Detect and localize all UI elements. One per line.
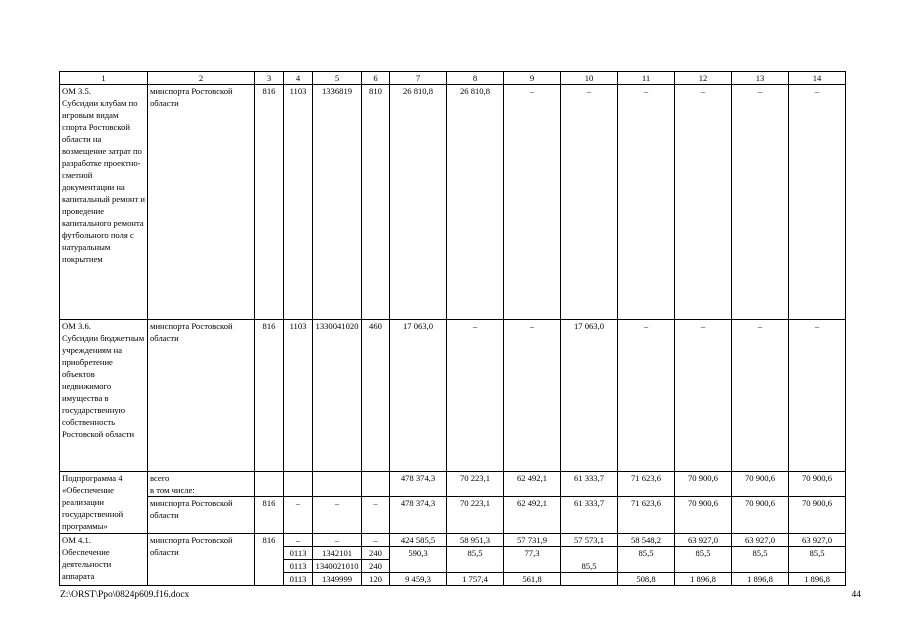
value-cell: 77,3 (504, 547, 561, 560)
table-row (60, 320, 846, 472)
vr-code: 460 (362, 320, 390, 472)
value-cell: 85,5 (789, 547, 846, 560)
rzpr-code: – (284, 497, 313, 534)
empty-cell (362, 472, 390, 497)
csr-code: 1330041020 (313, 320, 362, 472)
value-cell: – (675, 85, 732, 320)
col-header: 9 (504, 72, 561, 85)
rzpr-code: 0113 (284, 573, 313, 586)
value-cell: 70 900,6 (675, 472, 732, 497)
value-cell: 70 900,6 (789, 497, 846, 534)
value-cell (675, 560, 732, 573)
value-cell (561, 573, 618, 586)
empty-cell (313, 472, 362, 497)
col-header: 13 (732, 72, 789, 85)
value-cell: 61 333,7 (561, 472, 618, 497)
subprogram-name: Подпрограмма 4 «Обеспечение реализации государственной программы» (60, 472, 148, 534)
value-cell: – (504, 85, 561, 320)
executor: минспорта Ростовской области (148, 320, 255, 472)
value-cell: 71 623,6 (618, 472, 675, 497)
col-header: 3 (255, 72, 284, 85)
csr-code: 1342101 (313, 547, 362, 560)
value-cell: 63 927,0 (675, 534, 732, 547)
executor: всего в том числе: (148, 472, 255, 497)
empty-cell (284, 472, 313, 497)
table-row (60, 534, 846, 547)
empty-cell (255, 472, 284, 497)
measure-name: ОМ 4.1. Обеспечение деятельности аппарата (60, 534, 148, 586)
value-cell: 57 731,9 (504, 534, 561, 547)
value-cell (390, 560, 447, 573)
col-header: 11 (618, 72, 675, 85)
vr-code: 240 (362, 560, 390, 573)
value-cell: 85,5 (732, 547, 789, 560)
value-cell: 58 548,2 (618, 534, 675, 547)
col-header: 1 (60, 72, 148, 85)
col-header: 5 (313, 72, 362, 85)
value-cell: 508,8 (618, 573, 675, 586)
rzpr-code: – (284, 534, 313, 547)
rzpr-code: 0113 (284, 547, 313, 560)
executor: минспорта Ростовской области (148, 534, 255, 586)
value-cell (561, 547, 618, 560)
budget-table (59, 71, 846, 586)
value-cell: 63 927,0 (732, 534, 789, 547)
csr-code: – (313, 497, 362, 534)
vr-code: – (362, 497, 390, 534)
value-cell: 1 757,4 (447, 573, 504, 586)
value-cell (789, 560, 846, 573)
value-cell: 62 492,1 (504, 497, 561, 534)
value-cell: – (732, 320, 789, 472)
value-cell: – (504, 320, 561, 472)
page-number: 44 (851, 590, 861, 600)
value-cell (618, 560, 675, 573)
value-cell: 71 623,6 (618, 497, 675, 534)
value-cell: 70 900,6 (732, 497, 789, 534)
value-cell: 26 810,8 (447, 85, 504, 320)
col-header: 7 (390, 72, 447, 85)
vr-code: 810 (362, 85, 390, 320)
value-cell (447, 560, 504, 573)
csr-code: 1340021010 (313, 560, 362, 573)
table-row (60, 472, 846, 497)
measure-name: ОМ 3.6. Субсидии бюджетным учреждениям на приобретение объектов недвижимого имущества в государственную собственность Ростовской области (60, 320, 148, 472)
value-cell: 26 810,8 (390, 85, 447, 320)
document-path: Z:\ORST\Ppo\0824p609.f16.docx (60, 590, 190, 600)
col-header: 4 (284, 72, 313, 85)
value-cell: 70 223,1 (447, 472, 504, 497)
value-cell: 478 374,3 (390, 497, 447, 534)
value-cell: 63 927,0 (789, 534, 846, 547)
value-cell: – (732, 85, 789, 320)
vr-code: 120 (362, 573, 390, 586)
value-cell: – (618, 85, 675, 320)
value-cell: 478 374,3 (390, 472, 447, 497)
value-cell: 85,5 (675, 547, 732, 560)
col-header: 14 (789, 72, 846, 85)
header-row (60, 72, 846, 85)
value-cell: 85,5 (561, 560, 618, 573)
value-cell: 62 492,1 (504, 472, 561, 497)
col-header: 8 (447, 72, 504, 85)
value-cell (504, 560, 561, 573)
value-cell: 70 900,6 (789, 472, 846, 497)
value-cell: – (618, 320, 675, 472)
col-header: 6 (362, 72, 390, 85)
value-cell: 1 896,8 (675, 573, 732, 586)
value-cell: 17 063,0 (390, 320, 447, 472)
value-cell: – (447, 320, 504, 472)
value-cell: – (789, 85, 846, 320)
col-header: 12 (675, 72, 732, 85)
value-cell: – (675, 320, 732, 472)
csr-code: 1349999 (313, 573, 362, 586)
grbs-code: 816 (255, 534, 284, 586)
csr-code: 1336819 (313, 85, 362, 320)
value-cell: – (561, 85, 618, 320)
value-cell: 561,8 (504, 573, 561, 586)
value-cell: 70 900,6 (675, 497, 732, 534)
table-row (60, 85, 846, 320)
value-cell: 61 333,7 (561, 497, 618, 534)
grbs-code: 816 (255, 497, 284, 534)
value-cell (732, 560, 789, 573)
value-cell: 1 896,8 (789, 573, 846, 586)
value-cell: – (789, 320, 846, 472)
table-row (60, 497, 846, 534)
executor: минспорта Ростовской области (148, 497, 255, 534)
value-cell: 70 223,1 (447, 497, 504, 534)
value-cell: 424 585,5 (390, 534, 447, 547)
executor: минспорта Ростовской области (148, 85, 255, 320)
rzpr-code: 0113 (284, 560, 313, 573)
rzpr-code: 1103 (284, 320, 313, 472)
col-header: 10 (561, 72, 618, 85)
grbs-code: 816 (255, 85, 284, 320)
measure-name: ОМ 3.5. Субсидии клубам по игровым видам спорта Ростовской области на возмещение затрат по разработке проектно-сметной документации на капитальный ремонт и проведение капитального ремонта футбольного поля с натуральным покрытием (60, 85, 148, 320)
value-cell: 9 459,3 (390, 573, 447, 586)
value-cell: 17 063,0 (561, 320, 618, 472)
value-cell: 85,5 (618, 547, 675, 560)
csr-code: – (313, 534, 362, 547)
vr-code: – (362, 534, 390, 547)
value-cell: 58 951,3 (447, 534, 504, 547)
value-cell: 590,3 (390, 547, 447, 560)
grbs-code: 816 (255, 320, 284, 472)
col-header: 2 (148, 72, 255, 85)
value-cell: 1 896,8 (732, 573, 789, 586)
value-cell: 85,5 (447, 547, 504, 560)
value-cell: 57 573,1 (561, 534, 618, 547)
vr-code: 240 (362, 547, 390, 560)
rzpr-code: 1103 (284, 85, 313, 320)
value-cell: 70 900,6 (732, 472, 789, 497)
